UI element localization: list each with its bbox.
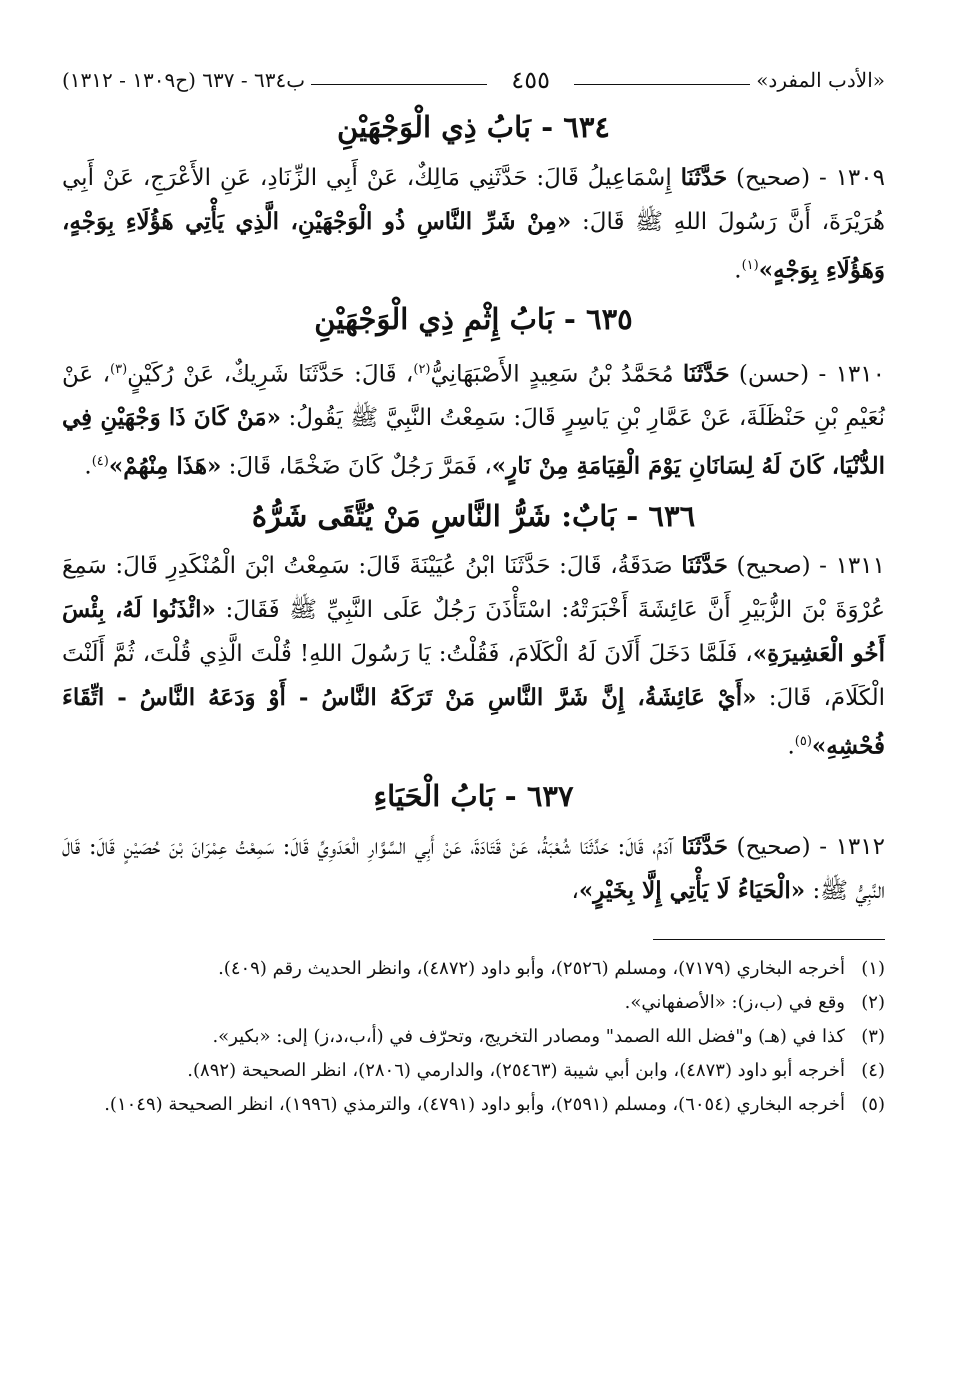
footnote-reference: (٣) bbox=[110, 361, 128, 377]
book-title: «الأدب المفرد» bbox=[756, 68, 885, 92]
footnote-number: (٥) bbox=[861, 1093, 885, 1115]
footnote bbox=[62, 986, 885, 1020]
footnote-number: (١) bbox=[861, 957, 885, 979]
chapter-title: ٦٣٧ - بَابُ الْحَيَاءِ bbox=[373, 779, 574, 814]
footnote bbox=[62, 1054, 885, 1088]
footnote-reference: (٥) bbox=[794, 734, 812, 750]
bold-text: «مِنْ شَرِّ النَّاسِ ذُو الْوَجْهَيْنِ، الَّذِي يَأْتِي هَؤُلَاءِ بِوَجْهٍ، وَهَؤُلَاءِ بِوَجْهٍ» bbox=[62, 207, 885, 284]
footnote-reference: (٤) bbox=[91, 454, 109, 470]
bold-text: حَدَّثَنَا bbox=[682, 360, 730, 388]
footnote-text: أخرجه البخاري (٦٠٥٤)، ومسلم (٢٥٩١)، وأبو داود (٤٧٩١)، والترمذي (١٩٩٦)، انظر الصحيحة (١٠٤٩). bbox=[104, 1093, 845, 1115]
chapter-title: ٦٣٥ - بَابُ إِثْمِ ذِي الْوَجْهَيْنِ bbox=[314, 302, 633, 337]
body-text: آدَمُ، قَالَ: حَدَّثَنَا شُعْبَةُ، عَنْ قَتَادَةَ، عَنْ أَبِي السَّوَّارِ الْعَدَوِيِّ قَالَ: سَمِعْتُ عِمْرَانَ بْنَ حُصَيْنٍ قَالَ: قَالَ النَّبِيُّ ﷺ: bbox=[62, 833, 885, 904]
footnotes bbox=[62, 952, 885, 1122]
chapter-range: ب٦٣٤ - ٦٣٧ (ح١٣٠٩ - ١٣١٢) bbox=[61, 68, 306, 92]
bold-text: «أَيْ عَائِشَةُ، إِنَّ شَرَّ النَّاسِ مَنْ تَرَكَهُ النَّاسُ - أَوْ وَدَعَهُ النَّاسُ - اتِّقَاءَ فُحْشِهِ» bbox=[62, 684, 885, 761]
bold-text: «مَنْ كَانَ ذَا وَجْهَيْنِ فِي الدُّنْيَا، كَانَ لَهُ لِسَانَانِ يَوْمَ الْقِيَامَةِ مِنْ نَارٍ» bbox=[62, 404, 885, 480]
footnote-number: (٢) bbox=[861, 991, 885, 1013]
body-text: إِسْمَاعِيلُ قَالَ: حَدَّثَنِي مَالِكٌ، عَنْ أَبِي الزِّنَادِ، عَنِ الأَعْرَجِ، عَنْ أَبِي هُرَيْرَةَ، أَنَّ رَسُولَ اللهِ ﷺ قَالَ: bbox=[62, 164, 886, 235]
body-text: ، فَلَمَّا دَخَلَ أَلَانَ لَهُ الْكَلَامَ، فَقُلْتُ: يَا رَسُولَ اللهِ! قُلْتَ الَّذِي قُلْتَ، ثُمَّ أَلَنْتَ الْكَلَامَ، قَالَ: bbox=[62, 641, 885, 712]
running-header bbox=[62, 60, 885, 100]
header-rule-left bbox=[311, 84, 487, 85]
body-text: ، قَالَ: حَدَّثَنَا شَرِيكٌ، عَنْ رُكَيْنٍ bbox=[127, 361, 414, 388]
footnote bbox=[62, 1020, 885, 1054]
bold-text: «هَذَا مِنْهُمْ» bbox=[108, 452, 222, 480]
footnote-text: كذا في (هـ) و"فضل الله الصمد" ومصادر التخريج، وتحرّف في (أ،ب،د،ز) إلى: «بكير». bbox=[212, 1025, 845, 1047]
bold-text: حَدَّثَنَا bbox=[680, 163, 728, 191]
body-text: . bbox=[787, 734, 795, 761]
body-text: صَدَقَةُ، قَالَ: حَدَّثَنَا ابْنُ عُيَيْنَةَ قَالَ: سَمِعْتُ ابْنَ الْمُنْكَدِرِ قَالَ: سَمِعَ عُرْوَةَ بْنَ الزُّبَيْرِ أَنَّ عَائِشَةَ أَخْبَرَتْهُ: اسْتَأْذَنَ رَجُلٌ عَلَى النَّبِيِّ ﷺ فَقَالَ: bbox=[62, 553, 885, 624]
footnote-separator bbox=[653, 939, 885, 940]
footnote-text: وقع في (ب،ز): «الأصفهاني». bbox=[624, 991, 845, 1013]
section-634 bbox=[62, 106, 885, 292]
hadith-paragraph bbox=[62, 544, 885, 769]
body-text: مُحَمَّدُ بْنُ سَعِيدٍ الأَصْبَهَانِيُّ bbox=[430, 361, 683, 388]
hadith-paragraph bbox=[62, 825, 885, 913]
footnote-text: أخرجه البخاري (٧١٧٩)، ومسلم (٢٥٢٦)، وأبو داود (٤٨٧٢)، وانظر الحديث رقم (٤٠٩). bbox=[218, 957, 845, 979]
page-number: ٤٥٥ bbox=[511, 66, 550, 94]
section-637 bbox=[62, 775, 885, 913]
bold-text: حَدَّثَنَا bbox=[681, 832, 728, 860]
hadith-paragraph bbox=[62, 348, 885, 489]
body-text: ١٣٠٩ - (صحيح) bbox=[727, 164, 885, 191]
body-text: ، عَنْ نُعَيْمِ بْنِ حَنْظَلَةَ، عَنْ عَمَّارِ بْنِ يَاسِرٍ قَالَ: سَمِعْتُ النَّبِيَّ ﷺ يَقُولُ: bbox=[62, 361, 885, 432]
body-text: . bbox=[734, 257, 742, 284]
chapter-title: ٦٣٤ - بَابُ ذِي الْوَجْهَيْنِ bbox=[337, 110, 610, 144]
bold-text: «الْحَيَاءُ لَا يَأْتِي إِلَّا بِخَيْرٍ» bbox=[578, 876, 806, 904]
body-text: ، bbox=[571, 877, 579, 904]
section-636 bbox=[62, 495, 885, 769]
footnote-reference: (٢) bbox=[413, 361, 431, 377]
footnote-number: (٣) bbox=[861, 1025, 885, 1047]
body-text: . bbox=[84, 453, 92, 480]
footnote-number: (٤) bbox=[861, 1059, 885, 1081]
body-text: ١٣١١ - (صحيح) bbox=[727, 553, 885, 580]
footnote bbox=[62, 1088, 885, 1122]
body-text: ١٣١٢ - (صحيح) bbox=[727, 833, 885, 860]
body-text: ، فَمَرَّ رَجُلٌ كَانَ ضَخْمًا، قَالَ: bbox=[221, 453, 492, 480]
footnote-reference: (١) bbox=[741, 257, 759, 273]
chapter-title: ٦٣٦ - بَابٌ: شَرُّ النَّاسِ مَنْ يُتَّقَى شَرُّهُ bbox=[251, 498, 696, 533]
bold-text: «ائْذَنُوا لَهُ، بِئْسَ أَخُو الْعَشِيرَةِ» bbox=[62, 596, 885, 668]
body-text: ١٣١٠ - (حسن) bbox=[729, 361, 885, 388]
hadith-paragraph bbox=[62, 156, 885, 293]
footnote-text: أخرجه أبو داود (٤٨٧٣)، وابن أبي شيبة (٢٥٤٦٣)، والدارمي (٢٨٠٦)، انظر الصحيحة (٨٩٢). bbox=[187, 1059, 845, 1081]
footnote bbox=[62, 952, 885, 986]
bold-text: حَدَّثَنَا bbox=[681, 552, 728, 580]
header-rule-right bbox=[574, 84, 750, 85]
section-635 bbox=[62, 298, 885, 489]
